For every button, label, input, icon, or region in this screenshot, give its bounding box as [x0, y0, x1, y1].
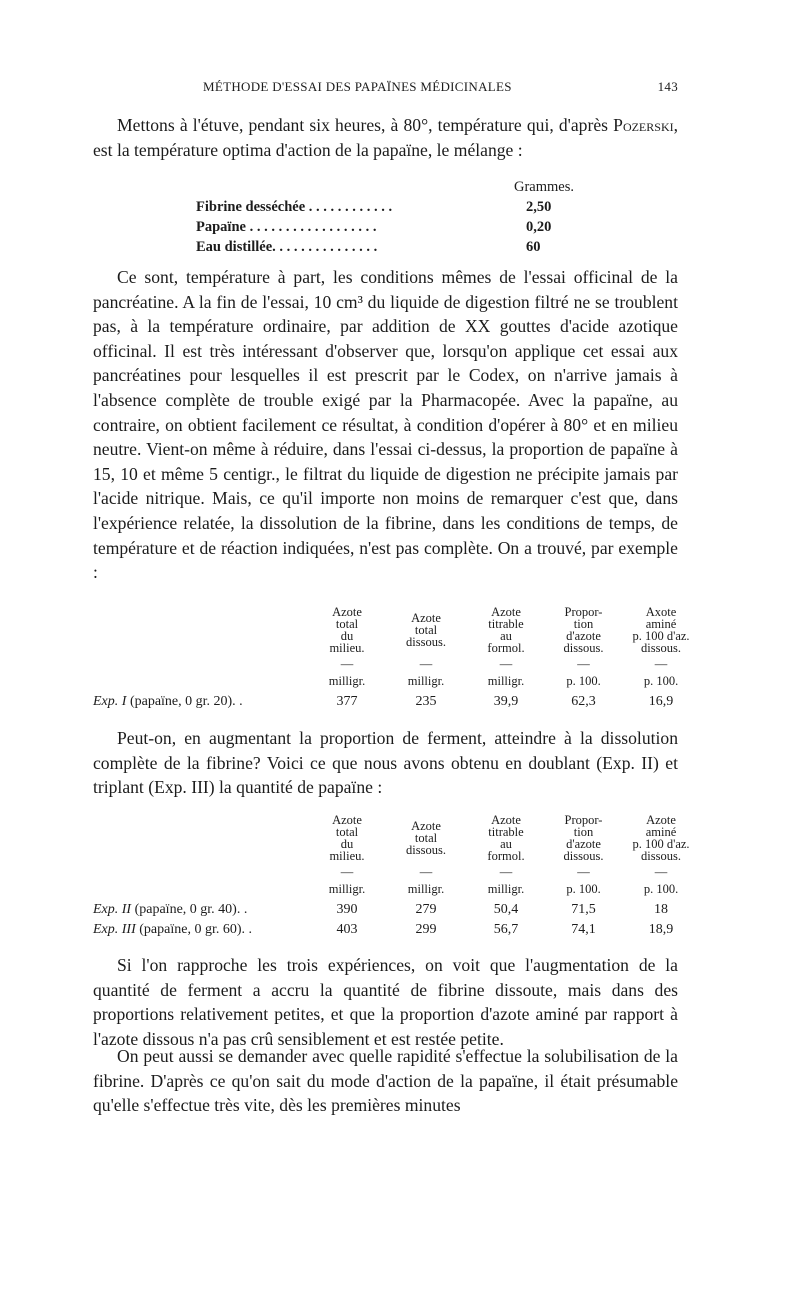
row-label: Exp. II (papaïne, 0 gr. 40). . — [93, 902, 248, 917]
recipe-item-value: 0,20 — [526, 219, 552, 235]
para5-text: On peut aussi se demander avec quelle rapidité s'effectue la solubilisation de la fibrine. D'après ce qu'on sait du mode d'action de la papaïne, il était présumable qu'elle s'effectue très vite, dès les premières minutes — [93, 1046, 678, 1116]
dash-row: — — — — — — [340, 865, 668, 879]
column-header: Azote total dissous. — [406, 819, 446, 857]
recipe-item — [196, 198, 616, 218]
column-header: Axote aminé p. 100 d'az. dissous. — [632, 605, 690, 655]
recipe-item — [196, 238, 616, 258]
units-row: milligr. milligr. milligr. p. 100. p. 100. — [328, 881, 679, 896]
paragraph-2 — [93, 265, 678, 585]
recipe-unit: Grammes. — [514, 179, 574, 195]
column-header: Azote total dissous. — [406, 611, 446, 649]
table-row: Exp. III (papaïne, 0 gr. 60). . 403 299 56,7 74,1 18,9 — [93, 920, 701, 940]
column-header: Azote total du milieu. — [329, 605, 365, 655]
column-header: Azote titrable au formol. — [487, 813, 525, 863]
recipe-item-label: Fibrine desséchée . . . . . . . . . . . . — [196, 199, 393, 215]
recipe-list — [196, 178, 616, 258]
paragraph-3 — [93, 726, 678, 800]
page-number: 143 — [657, 79, 678, 94]
results-table-1 — [93, 602, 701, 712]
table-header-row — [93, 602, 701, 658]
para3-text: Peut-on, en augmentant la proportion de ferment, atteindre à la dissolution complète de la fibrine? Voici ce que nous avons obtenu en doublant (Exp. II) et triplant (Exp. III) la quantité de papaïne : — [93, 728, 678, 798]
table-row: Exp. I (papaïne, 0 gr. 20). . 377 235 39,9 62,3 16,9 — [93, 692, 701, 712]
para1-text-b: , est la température optima d'action de la papaïne, le mélange : — [93, 115, 679, 160]
paragraph-1 — [93, 113, 678, 162]
recipe-item-label: Papaïne . . . . . . . . . . . . . . . . . . — [196, 219, 377, 235]
paragraph-5 — [93, 1044, 678, 1118]
para2-text: Ce sont, température à part, les conditions mêmes de l'essai officinal de la pancréatine. A la fin de l'essai, 10 cm³ du liquide de digestion filtré ne se troublent pas, à la température ordinaire, par addition de XX gouttes d'acide azotique officinal. Il est très intéressant d'observer que, lorsqu'on applique cet essai aux pancréatines pour lesquelles il est prescrit par le Codex, on n'arrive jamais à l'absence complète de trouble exigé par la Pharmacopée. Avec la papaïne, au contraire, on obtient facilement ce résultat, à condition d'opérer à 80° et en milieu neutre. Vient-on même à réduire, dans l'essai ci-dessus, la proportion de papaïne à 15, 10 et même 5 centigr., le filtrat du liquide de digestion ne précipite jamais par l'acide nitrique. Mais, ce qu'il importe non moins de remarquer c'est que, dans l'expérience relatée, la dissolution de la fibrine, dans les conditions de temps, de température et de réaction indiquées, n'est pas complète. On a trouvé, par exemple : — [93, 267, 678, 583]
column-header: Azote total du milieu. — [329, 813, 365, 863]
author-name: Pozerski — [613, 115, 674, 135]
column-header: Azote aminé p. 100 d'az. dissous. — [632, 813, 690, 863]
dash-row: — — — — — — [340, 657, 668, 671]
header-title: MÉTHODE D'ESSAI DES PAPAÏNES MÉDICINALES — [203, 79, 512, 94]
recipe-item-value: 2,50 — [526, 199, 552, 215]
recipe-item-value: 60 — [526, 239, 541, 255]
row-label: Exp. III (papaïne, 0 gr. 60). . — [93, 922, 253, 937]
results-table-2 — [93, 810, 701, 940]
recipe-item — [196, 218, 616, 238]
column-header: Propor- tion d'azote dissous. — [563, 813, 604, 863]
column-header: Propor- tion d'azote dissous. — [563, 605, 604, 655]
paragraph-4 — [93, 953, 678, 1051]
para1-text-a: Mettons à l'étuve, pendant six heures, à 80°, température qui, d'après — [117, 115, 608, 135]
row-label: Exp. I (papaïne, 0 gr. 20). . — [93, 694, 243, 709]
units-row: milligr. milligr. milligr. p. 100. p. 100. — [328, 673, 679, 688]
column-header: Azote titrable au formol. — [487, 605, 525, 655]
para4-text: Si l'on rapproche les trois expériences, on voit que l'augmentation de la quantité de ferment a accru la quantité de fibrine dissoute, mais dans des proportions relativement petites, et que la proportion d'azote aminé par rapport à l'azote dissous n'a pas crû sensiblement et est restée petite. — [93, 955, 678, 1049]
table-header-row — [93, 810, 701, 866]
recipe-item-label: Eau distillée. . . . . . . . . . . . . . . — [196, 239, 378, 255]
table-row: Exp. II (papaïne, 0 gr. 40). . 390 279 50,4 71,5 18 — [93, 900, 701, 920]
